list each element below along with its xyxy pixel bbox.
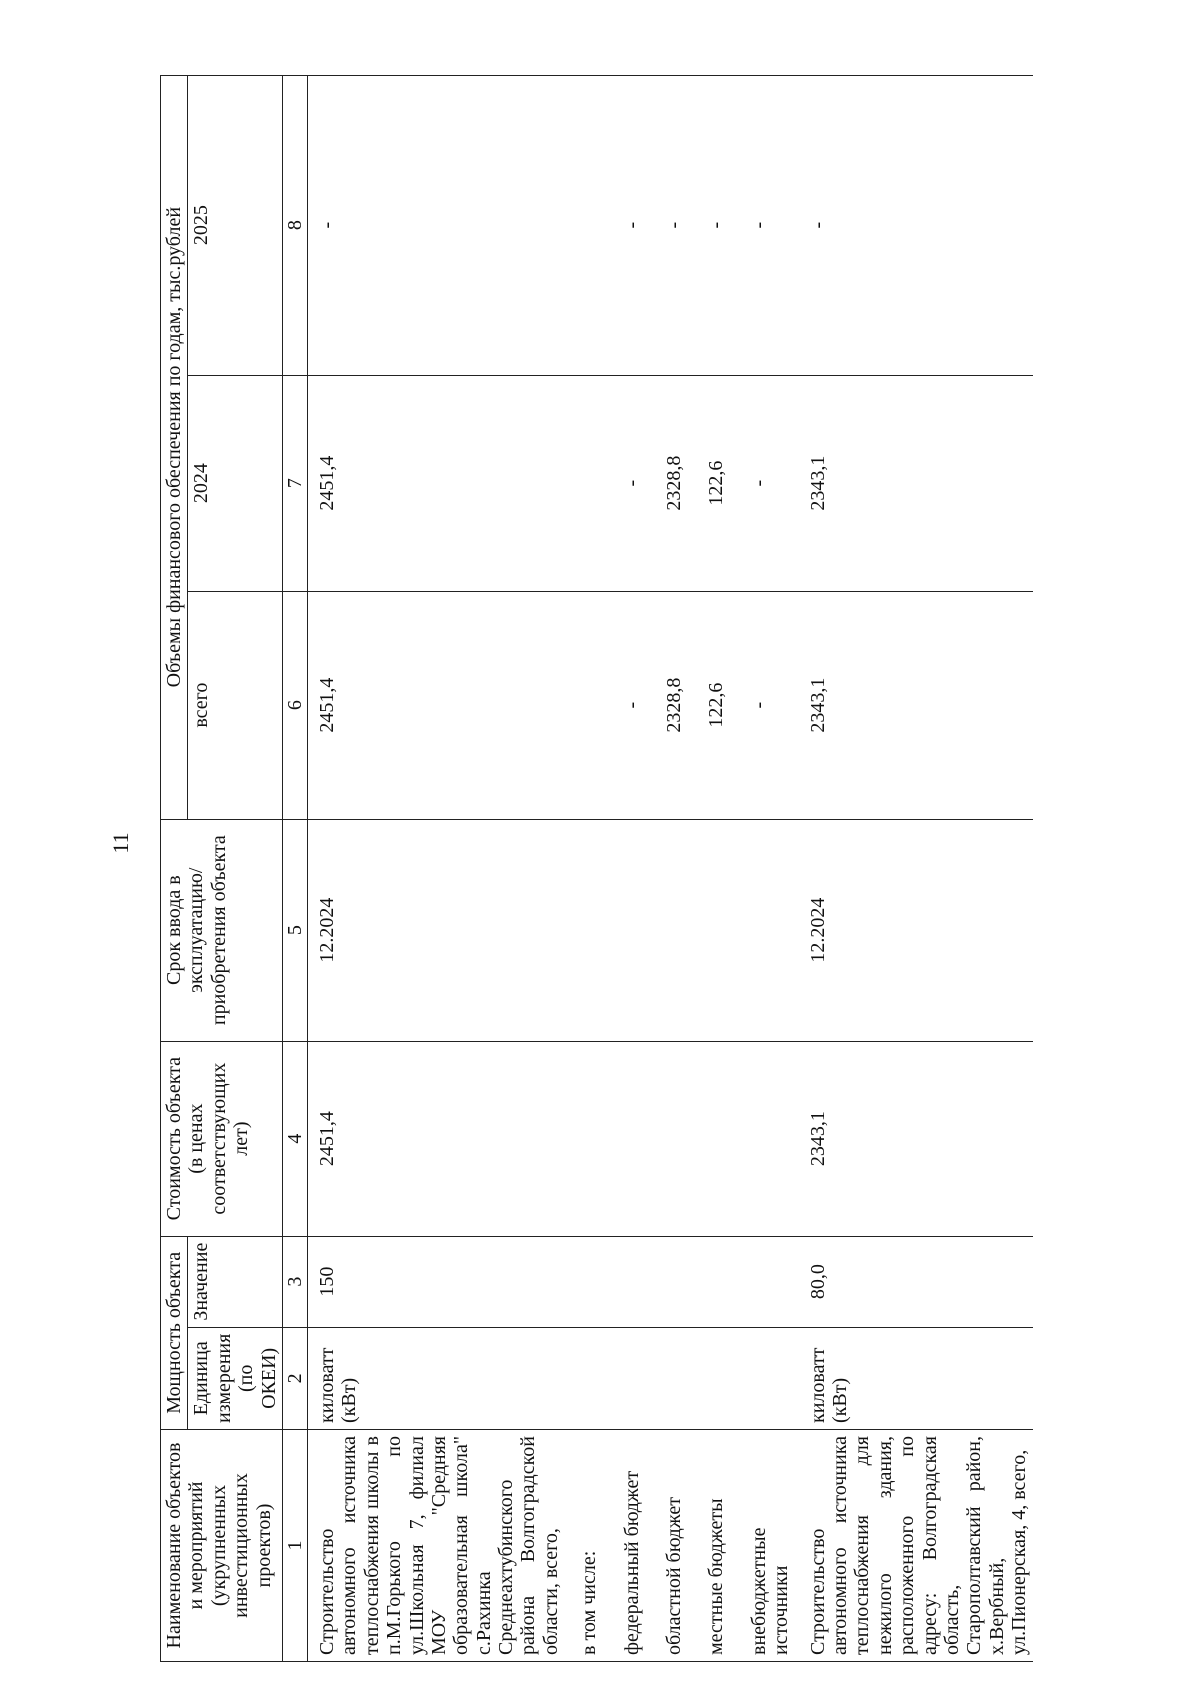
row-2025: -: [799, 75, 1033, 375]
row-unit: [564, 1327, 606, 1429]
row-2025: -: [691, 75, 733, 375]
row-value: 150: [307, 1236, 564, 1327]
row-unit: [691, 1327, 733, 1429]
page-number: 11: [108, 832, 133, 854]
row-cost: [607, 1041, 649, 1236]
row-name: областной бюджет: [649, 1430, 691, 1662]
row-term: [734, 819, 799, 1041]
row-name: внебюджетные источники: [734, 1430, 799, 1662]
row-term: [691, 819, 733, 1041]
header-term: Срок ввода в эксплуатацию/ приобретения объекта: [161, 819, 283, 1041]
row-cost: 2343,1: [799, 1041, 1033, 1236]
row-name: Строительство автономного источника теплоснабжения школы в п.М.Горького по ул.Школьная 7, филиал МОУ "Средняя образовательная школа" с.Рахинка Среднеахтубинского района Волгоградской области, всего,: [307, 1430, 564, 1662]
row-total: 2328,8: [649, 591, 691, 819]
row-total: 2343,1: [799, 591, 1033, 819]
row-term: 12.2024: [307, 819, 564, 1041]
row-unit: [734, 1327, 799, 1429]
row-value: 80,0: [799, 1236, 1033, 1327]
row-2025: -: [607, 75, 649, 375]
header-finance-group: Объемы финансового обеспечения по годам, тыс.рублей: [161, 75, 188, 819]
row-cost: [564, 1041, 606, 1236]
row-2025: -: [734, 75, 799, 375]
row-cost: [649, 1041, 691, 1236]
row-cost: [691, 1041, 733, 1236]
table-row: [607, 75, 649, 1661]
column-number: 5: [282, 819, 307, 1041]
row-value: [691, 1236, 733, 1327]
row-2024: [564, 375, 606, 591]
column-number: 4: [282, 1041, 307, 1236]
row-2025: -: [307, 75, 564, 375]
table-row: [649, 75, 691, 1661]
column-number: 8: [282, 75, 307, 375]
row-2025: [564, 75, 606, 375]
row-2024: -: [734, 375, 799, 591]
row-value: [734, 1236, 799, 1327]
row-cost: [734, 1041, 799, 1236]
table-row: [734, 75, 799, 1661]
header-power-group: Мощность объекта: [161, 1236, 188, 1429]
column-number: 6: [282, 591, 307, 819]
column-number: 3: [282, 1236, 307, 1327]
header-unit: Единица измерения (по ОКЕИ): [188, 1327, 283, 1429]
table-row: [564, 75, 606, 1661]
row-2024: -: [607, 375, 649, 591]
row-unit: [607, 1327, 649, 1429]
row-value: [564, 1236, 606, 1327]
row-2024: 2343,1: [799, 375, 1033, 591]
table-row: [799, 75, 1033, 1661]
header-total: всего: [188, 591, 283, 819]
row-name: федеральный бюджет: [607, 1430, 649, 1662]
row-name: в том числе:: [564, 1430, 606, 1662]
column-number: 1: [282, 1430, 307, 1662]
row-unit: [649, 1327, 691, 1429]
row-name: Строительство автономного источника теплоснабжения для нежилого здания, расположенного по адресу: Волгоградская область, Старополтавский район, х.Вербный, ул.Пионерская, 4, всего,: [799, 1430, 1033, 1662]
investment-table: [160, 75, 1033, 1662]
row-cost: 2451,4: [307, 1041, 564, 1236]
header-year-2024: 2024: [188, 375, 283, 591]
table-row: [691, 75, 733, 1661]
row-value: [607, 1236, 649, 1327]
row-2024: 2328,8: [649, 375, 691, 591]
row-total: -: [607, 591, 649, 819]
header-year-2025: 2025: [188, 75, 283, 375]
header-value: Значение: [188, 1236, 283, 1327]
row-term: [564, 819, 606, 1041]
row-2025: -: [649, 75, 691, 375]
row-2024: 122,6: [691, 375, 733, 591]
row-term: [607, 819, 649, 1041]
header-name: Наименование объектов и мероприятий (укрупненных инвестиционных проектов): [161, 1430, 283, 1662]
row-term: [649, 819, 691, 1041]
row-term: 12.2024: [799, 819, 1033, 1041]
header-cost: Стоимость объекта (в ценах соответствующих лет): [161, 1041, 283, 1236]
column-number: 7: [282, 375, 307, 591]
row-total: 122,6: [691, 591, 733, 819]
row-unit: киловатт (кВт): [799, 1327, 1033, 1429]
row-2024: 2451,4: [307, 375, 564, 591]
row-value: [649, 1236, 691, 1327]
row-total: -: [734, 591, 799, 819]
row-total: 2451,4: [307, 591, 564, 819]
row-unit: киловатт (кВт): [307, 1327, 564, 1429]
row-total: [564, 591, 606, 819]
column-number: 2: [282, 1327, 307, 1429]
row-name: местные бюджеты: [691, 1430, 733, 1662]
table-row: [307, 75, 564, 1661]
